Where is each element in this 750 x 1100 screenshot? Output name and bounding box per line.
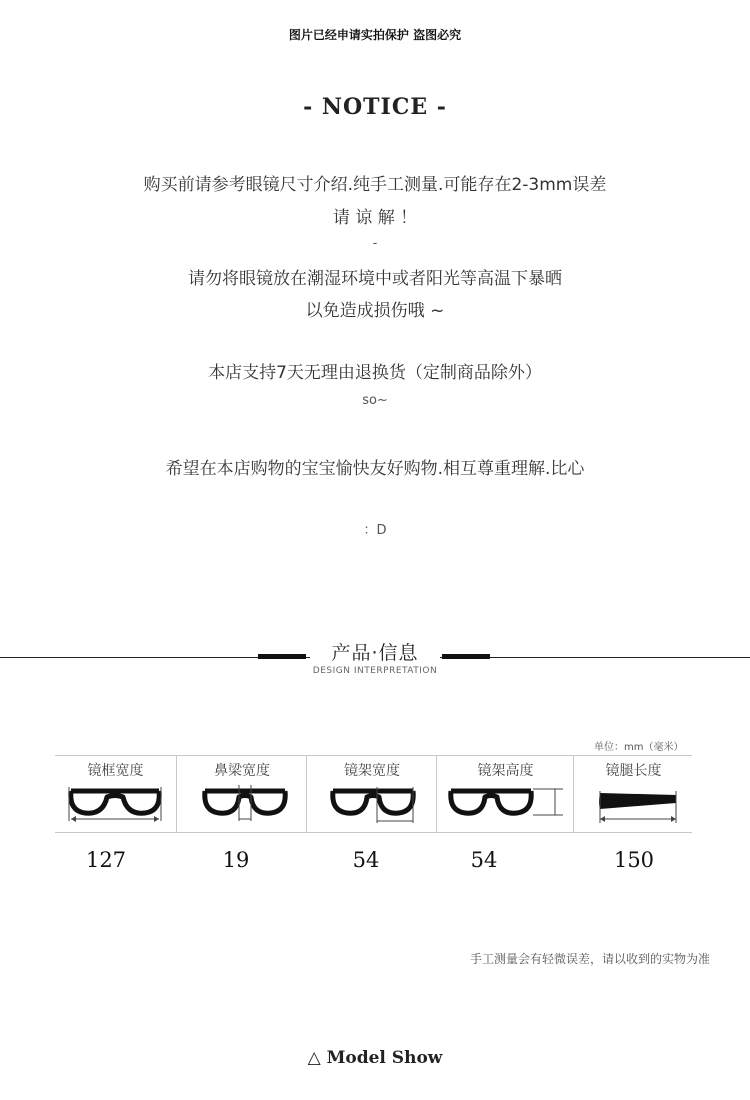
notice-line: - — [372, 236, 378, 251]
size-cell-frame-width — [55, 755, 176, 832]
size-value-frame-width: 127 — [85, 848, 127, 872]
lens-height-icon — [445, 783, 565, 827]
size-value-bridge-width: 19 — [222, 848, 250, 872]
notice-line: 希望在本店购物的宝宝愉快友好购物.相互尊重理解.比心 — [165, 459, 585, 479]
notice-line: 以免造成损伤哦 ~ — [305, 301, 445, 321]
temple-length-icon — [582, 783, 686, 827]
size-table — [55, 755, 692, 832]
size-cell-temple-length — [573, 755, 693, 832]
model-show-heading: △ Model Show — [307, 1048, 443, 1068]
notice-line: 请勿将眼镜放在潮湿环境中或者阳光等高温下暴晒 — [188, 269, 562, 289]
frame-width-icon — [63, 783, 167, 827]
section-title: 产品·信息 — [331, 642, 419, 664]
bridge-width-icon — [185, 783, 295, 827]
unit-label: 单位：mm（毫米） — [594, 742, 684, 753]
notice-title: - NOTICE - — [303, 94, 447, 120]
size-label: 镜腿长度 — [605, 763, 662, 779]
size-label: 镜架宽度 — [344, 763, 400, 779]
size-cell-lens-height — [436, 755, 574, 832]
size-cell-bridge-width — [176, 755, 307, 832]
watermark-text: 图片已经申请实拍保护 盗图必究 — [288, 28, 462, 42]
notice-line: so~ — [362, 393, 388, 408]
section-subtitle: DESIGN INTERPRETATION — [312, 666, 438, 676]
notice-line: 请 谅 解 ！ — [332, 208, 418, 228]
size-label: 镜架高度 — [477, 763, 534, 779]
size-cell-lens-width — [306, 755, 437, 832]
size-value-temple-length: 150 — [613, 848, 655, 872]
lens-width-icon — [315, 783, 425, 827]
table-bottom-border — [55, 832, 692, 833]
size-label: 镜框宽度 — [87, 763, 144, 779]
measurement-footnote: 手工测量会有轻微误差，请以收到的实物为准 — [469, 952, 710, 966]
notice-line: 购买前请参考眼镜尺寸介绍.纯手工测量.可能存在2-3mm误差 — [143, 175, 607, 195]
notice-line: ：D — [363, 523, 387, 538]
size-value-lens-height: 54 — [470, 848, 498, 872]
size-label: 鼻梁宽度 — [214, 763, 270, 779]
notice-line: 本店支持7天无理由退换货（定制商品除外） — [208, 363, 542, 383]
size-value-lens-width: 54 — [352, 848, 380, 872]
